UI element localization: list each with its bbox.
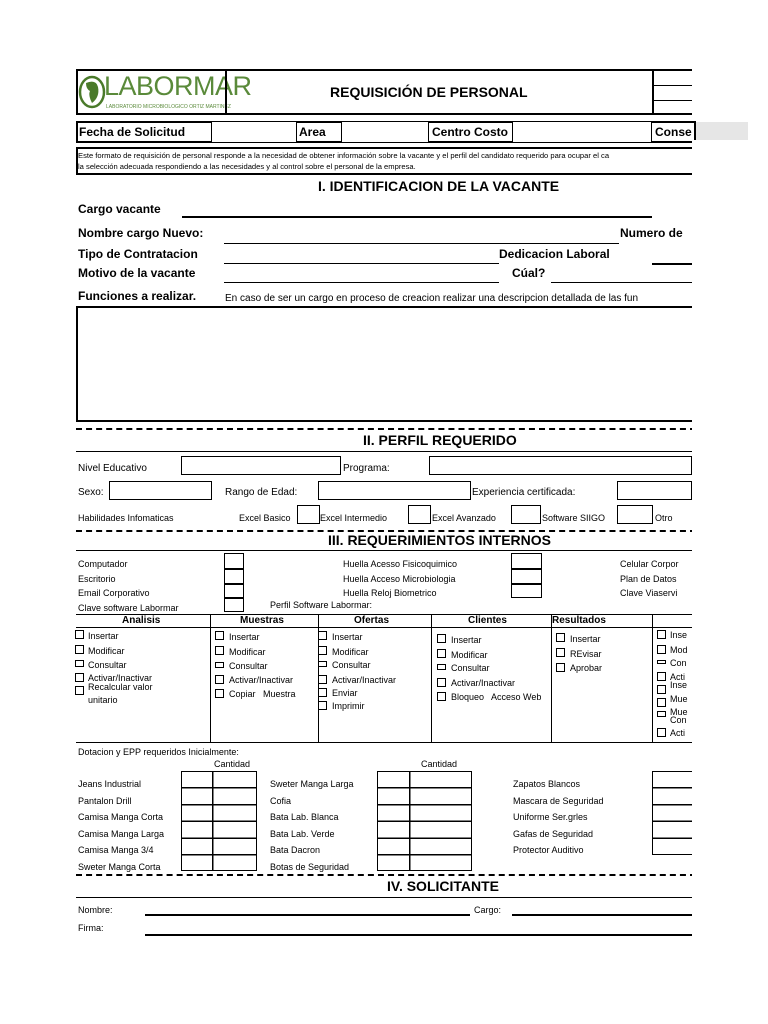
epp-qty-grid-2[interactable] [377, 771, 472, 871]
epp-camisa-larga: Camisa Manga Larga [78, 828, 165, 839]
clientes-consultar-checkbox[interactable] [437, 664, 446, 670]
epp-uniforme: Uniforme Ser.grles [513, 812, 588, 822]
analisis-insertar-checkbox[interactable] [75, 630, 84, 639]
solicitante-cargo-field[interactable] [512, 914, 696, 916]
resultados-insertar-label: Insertar [570, 634, 601, 644]
logo [78, 71, 252, 113]
analisis-insertar-label: Insertar [88, 631, 119, 641]
motivo-field[interactable] [224, 282, 499, 283]
ofertas-activar-label: Activar/Inactivar [332, 675, 397, 685]
extra-activar-label: Acti [670, 672, 686, 682]
clientes-bloqueo-label: Bloqueo Acceso Web [451, 692, 542, 702]
resultados-aprobar-checkbox[interactable] [556, 663, 565, 672]
module-resultados-title: Resultados [552, 615, 606, 626]
email-checkbox[interactable] [224, 584, 244, 598]
ofertas-modificar-label: Modificar [332, 647, 369, 657]
solicitante-firma-field[interactable] [145, 934, 696, 936]
analisis-consultar-label: Consultar [88, 660, 127, 668]
extra-activar2-checkbox[interactable] [657, 728, 666, 737]
area-label: Area [299, 125, 326, 139]
escritorio-checkbox[interactable] [224, 569, 244, 584]
logo-text: LABORMAR [104, 71, 252, 101]
req-huella-reloj: Huella Reloj Biometrico [343, 588, 437, 598]
req-computador: Computador [78, 559, 128, 569]
centro-costo-label: Centro Costo [432, 125, 508, 139]
cargo-vacante-label: Cargo vacante [78, 202, 161, 216]
motivo-label: Motivo de la vacante [78, 266, 196, 280]
resultados-revisar-label: REvisar [570, 649, 602, 659]
clientes-modificar-checkbox[interactable] [437, 649, 446, 658]
fecha-label: Fecha de Solicitud [79, 125, 186, 139]
ofertas-enviar-label: Enviar [332, 688, 358, 698]
resultados-revisar-checkbox[interactable] [556, 648, 565, 657]
fecha-field[interactable] [211, 121, 297, 143]
epp-qty-grid-3[interactable] [652, 771, 696, 855]
muestras-modificar-checkbox[interactable] [215, 646, 224, 655]
extra-modificar-label: Mod [670, 645, 688, 655]
intro-line-1: Este formato de requisición de personal responde a la necesidad de obtener información sobre la vacante y el perfil del candidato requerido para ocupar el ca [78, 151, 610, 160]
extra-insertar2-checkbox[interactable] [657, 685, 666, 694]
epp-mascara: Mascara de Seguridad [513, 795, 604, 806]
muestras-consultar-checkbox[interactable] [215, 662, 224, 668]
extra-muestra2-label: Mue [670, 707, 688, 717]
epp-bata-blanca: Bata Lab. Blanca [270, 812, 339, 822]
area-field[interactable] [341, 121, 429, 143]
solicitante-nombre-label: Nombre: [78, 905, 113, 915]
clientes-activar-label: Activar/Inactivar [451, 678, 516, 688]
analisis-recalcular-label: Recalcular valor [88, 682, 153, 692]
epp-zapatos: Zapatos Blancos [513, 779, 581, 789]
consecutivo-label: Conse [655, 125, 692, 139]
req-huella-microbiologia: Huella Acceso Microbiologia [343, 573, 456, 584]
habilidades-label: Habilidades Infomaticas [78, 513, 174, 523]
epp-botas: Botas de Seguridad [270, 861, 350, 872]
req-clave-software: Clave software Labormar [78, 602, 179, 613]
rango-edad-label: Rango de Edad: [225, 487, 298, 498]
page-title: REQUISICIÓN DE PERSONAL [330, 84, 528, 100]
section-4-title: IV. SOLICITANTE [387, 878, 500, 894]
extra-activar2-label: Acti [670, 728, 686, 738]
analisis-modificar-label: Modificar [88, 646, 125, 656]
ofertas-imprimir-checkbox[interactable] [318, 701, 327, 710]
extra-insertar-label: Inse [670, 630, 688, 640]
dedicacion-field[interactable] [652, 263, 692, 265]
muestras-modificar-label: Modificar [229, 647, 266, 657]
ofertas-insertar-checkbox[interactable] [318, 631, 327, 640]
muestras-activar-label: Activar/Inactivar [229, 675, 294, 685]
muestras-insertar-label: Insertar [229, 632, 260, 642]
cual-field[interactable] [551, 282, 692, 283]
muestras-insertar-checkbox[interactable] [215, 631, 224, 640]
huella-fisico-checkbox[interactable] [511, 553, 542, 569]
clientes-activar-checkbox[interactable] [437, 678, 446, 687]
muestras-activar-checkbox[interactable] [215, 675, 224, 684]
intro-line-2: la selección adecuada respondiendo a las necesidades y al control sobre el personal de la empresa. [78, 162, 416, 171]
req-escritorio: Escritorio [78, 573, 116, 584]
module-muestras-title: Muestras [240, 615, 284, 626]
clientes-modificar-label: Modificar [451, 650, 488, 660]
extra-activar-checkbox[interactable] [657, 672, 666, 681]
sexo-field[interactable] [109, 481, 212, 500]
software-siigo-label: Software SIIGO [542, 513, 606, 523]
ofertas-consultar-label: Consultar [332, 660, 371, 668]
nombre-cargo-field[interactable] [224, 243, 619, 244]
excel-avanzado-label: Excel Avanzado [432, 513, 496, 523]
epp-jeans: Jeans Industrial [78, 779, 142, 789]
section-3-title: III. REQUERIMIENTOS INTERNOS [328, 532, 551, 548]
req-clave-viaservi: Clave Viaservi [620, 588, 678, 598]
tipo-contratacion-field[interactable] [224, 263, 499, 264]
req-huella-fisicoquimico: Huella Acesso Fisicoquimico [343, 559, 458, 569]
req-celular: Celular Corpor [620, 559, 679, 569]
extra-muestra2-checkbox[interactable] [657, 711, 666, 717]
epp-bata-dacron: Bata Dacron [270, 845, 321, 855]
module-analisis-title: Analisis [122, 615, 161, 626]
rango-edad-field[interactable] [318, 481, 471, 500]
cual-label: Cúal? [512, 266, 546, 280]
excel-basico-label: Excel Basico [239, 513, 291, 523]
analisis-recalcular-checkbox[interactable] [75, 686, 84, 695]
extra-consultar-checkbox[interactable] [657, 660, 666, 664]
ofertas-imprimir-label: Imprimir [332, 701, 365, 711]
excel-basico-checkbox[interactable] [297, 505, 320, 524]
dotacion-label: Dotacion y EPP requeridos Inicialmente: [78, 747, 239, 757]
epp-cofia: Cofia [270, 795, 292, 806]
huella-reloj-checkbox[interactable] [511, 584, 542, 598]
clientes-consultar-label: Consultar [451, 663, 490, 671]
req-email: Email Corporativo [78, 588, 150, 598]
tipo-contratacion-label: Tipo de Contratacion [78, 247, 198, 261]
excel-intermedio-checkbox[interactable] [408, 505, 431, 524]
clientes-bloqueo-checkbox[interactable] [437, 692, 446, 701]
programa-field[interactable] [429, 456, 692, 475]
epp-gafas: Gafas de Seguridad [513, 828, 594, 839]
ofertas-activar-checkbox[interactable] [318, 675, 327, 684]
analisis-consultar-checkbox[interactable] [75, 660, 84, 667]
epp-pantalon: Pantalon Drill [78, 795, 132, 806]
epp-camisa-34: Camisa Manga 3/4 [78, 845, 154, 855]
analisis-modificar-checkbox[interactable] [75, 645, 84, 654]
muestras-copiar-label: Copiar Muestra [229, 689, 296, 699]
analisis-unitario-label: unitario [88, 695, 118, 705]
funciones-note: En caso de ser un cargo en proceso de creacion realizar una descripcion detallada de las fun [225, 293, 639, 304]
extra-consultar-label: Con [670, 658, 687, 666]
extra-insertar2-label: Inse [670, 680, 688, 690]
muestras-copiar-checkbox[interactable] [215, 689, 224, 698]
extra-consultar2-label: Con [670, 715, 687, 725]
clave-software-checkbox[interactable] [224, 598, 244, 612]
ofertas-insertar-label: Insertar [332, 632, 363, 642]
experiencia-field[interactable] [617, 481, 692, 500]
resultados-aprobar-label: Aprobar [570, 663, 603, 673]
cargo-vacante-field[interactable] [182, 216, 652, 218]
epp-bata-verde: Bata Lab. Verde [270, 828, 335, 839]
software-siigo-checkbox[interactable] [617, 505, 653, 524]
funciones-label: Funciones a realizar. [78, 289, 197, 303]
solicitante-firma-label: Firma: [78, 923, 104, 933]
solicitante-nombre-field[interactable] [145, 914, 470, 916]
extra-modificar-checkbox[interactable] [657, 645, 666, 654]
analisis-activar-label: Activar/Inactivar [88, 673, 153, 683]
dedicacion-label: Dedicacion Laboral [499, 247, 610, 261]
req-plan-datos: Plan de Datos [620, 573, 677, 584]
module-clientes-title: Clientes [468, 615, 507, 626]
programa-label: Programa: [343, 463, 390, 474]
cantidad-header-1: Cantidad [214, 759, 251, 769]
extra-muestra-label: Mue [670, 694, 688, 704]
sexo-label: Sexo: [78, 487, 104, 498]
excel-intermedio-label: Excel Intermedio [320, 513, 388, 523]
logo-subtitle: LABORATORIO MICROBIOLOGICO ORTIZ MARTINEZ [106, 104, 231, 110]
clientes-insertar-checkbox[interactable] [437, 634, 446, 643]
solicitante-cargo-label: Cargo: [474, 905, 502, 915]
huella-micro-checkbox[interactable] [511, 569, 542, 584]
extra-insertar-checkbox[interactable] [657, 630, 666, 639]
clientes-insertar-label: Insertar [451, 635, 482, 645]
funciones-textarea[interactable] [76, 306, 696, 422]
resultados-insertar-checkbox[interactable] [556, 633, 565, 642]
ofertas-modificar-checkbox[interactable] [318, 646, 327, 655]
analisis-activar-checkbox[interactable] [75, 673, 84, 682]
section-1-title: I. IDENTIFICACION DE LA VACANTE [318, 178, 560, 194]
epp-camisa-corta: Camisa Manga Corta [78, 812, 164, 822]
numero-label: Numero de [620, 226, 683, 240]
otro-label: Otro [655, 513, 673, 523]
experiencia-label: Experiencia certificada: [472, 487, 576, 498]
epp-qty-grid-1[interactable] [181, 771, 257, 871]
epp-sweter-larga: Sweter Manga Larga [270, 779, 354, 789]
ofertas-consultar-checkbox[interactable] [318, 661, 327, 667]
ofertas-enviar-checkbox[interactable] [318, 688, 327, 697]
nivel-educativo-field[interactable] [181, 456, 341, 475]
centro-costo-field[interactable] [512, 121, 652, 143]
cantidad-header-2: Cantidad [421, 759, 458, 769]
perfil-software-label: Perfil Software Labormar: [270, 600, 373, 610]
module-ofertas-title: Ofertas [354, 615, 390, 626]
computador-checkbox[interactable] [224, 553, 244, 569]
epp-protector: Protector Auditivo [513, 845, 584, 855]
nivel-educativo-label: Nivel Educativo [78, 463, 147, 474]
nombre-cargo-label: Nombre cargo Nuevo: [78, 226, 204, 240]
section-2-title: II. PERFIL REQUERIDO [363, 432, 517, 448]
muestras-consultar-label: Consultar [229, 661, 268, 669]
excel-avanzado-checkbox[interactable] [511, 505, 541, 524]
epp-sweter-corta: Sweter Manga Corta [78, 861, 161, 872]
extra-muestra-checkbox[interactable] [657, 698, 666, 707]
